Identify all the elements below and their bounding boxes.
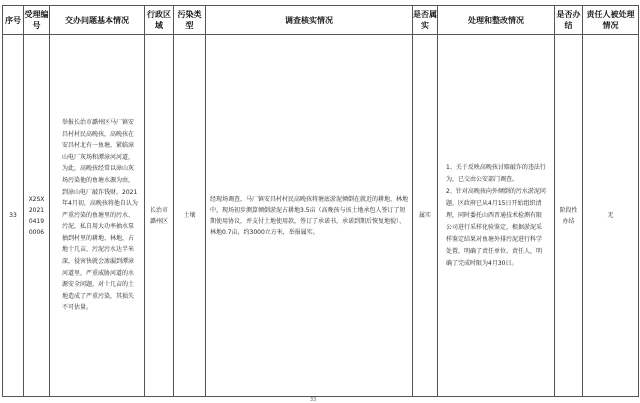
cell-handling — [438, 35, 555, 397]
cell-investigation: 经现场调查，马厂镇安昌村村民高晚孩将塘底淤泥倾倒在就近的耕地、林地中，现场初步测算倾倒淤泥占耕地3.5亩（高晚孩与该土地承包人签订了短期使用协议，并支付土地使用款，签订了承诺书，承诺到期后恢复地貌）、林地0.7亩，约3000立方米，举报属实。 — [206, 35, 413, 397]
header-seq: 序号 — [3, 6, 24, 35]
header-issue-summary: 交办问题基本情况 — [50, 6, 145, 35]
cell-issue-summary: 举报长治市潞州区马厂镇安昌村村民高晚孩，高晚孩在安昌村北有一鱼塘，紧临漳山电厂灰场和潭漳河河道，为此，高晚孩经常以漳山灰场污染他的鱼塘水源为由，到漳山电厂敲诈钱财。2021年4月初，高晚孩将他自认为严重污染的鱼塘里的污水、污泥，私自用大功率抽水泵抽到村里的耕地、林地，占地十几亩，污泥污水达半米深，侵害快就会渗漏到潭漳河道里，严重威胁河道的水源安全问题，对十几亩的土地造成了严重污染，其损失不可估量。 — [50, 35, 145, 397]
cell-is-true: 属实 — [413, 35, 438, 397]
table-row — [3, 35, 639, 397]
header-investigation: 调查核实情况 — [206, 6, 413, 35]
cell-admin-region: 长治市潞州区 — [145, 35, 174, 397]
header-pollution-type: 污染类型 — [174, 6, 206, 35]
complaint-table — [2, 5, 639, 397]
header-admin-region: 行政区域 — [145, 6, 174, 35]
page-number: 33 — [310, 397, 317, 403]
cell-seq: 33 — [3, 35, 24, 397]
cell-acceptance-no: X2SX202104190006 — [24, 35, 50, 397]
handling-item-2: 2、针对高晚孩向外倾倒的污水淤泥问题，区政府已从4月15日开始组织清理，同时委托山西晋通技术检测有限公司进行采样化验鉴定，根据淤泥采样鉴定结果对鱼塘外排污泥进行科学处置，明确了责任单位、责任人，明确了完成时限为4月30日。 — [446, 187, 546, 267]
header-acceptance-no: 受理编号 — [24, 6, 50, 35]
table-header-row — [3, 6, 639, 35]
header-is-true: 是否属实 — [413, 6, 438, 35]
cell-pollution-type: 土壤 — [174, 35, 206, 397]
cell-accountability: 无 — [583, 35, 639, 397]
handling-item-1: 1、关于反映高晚孩讨赔敲诈的违法行为，已交由公安部门调查。 — [446, 163, 546, 183]
header-is-closed: 是否办结 — [555, 6, 583, 35]
header-handling: 处理和整改情况 — [438, 6, 555, 35]
header-accountability: 责任人被处理情况 — [583, 6, 639, 35]
cell-is-closed: 阶段性办结 — [555, 35, 583, 397]
